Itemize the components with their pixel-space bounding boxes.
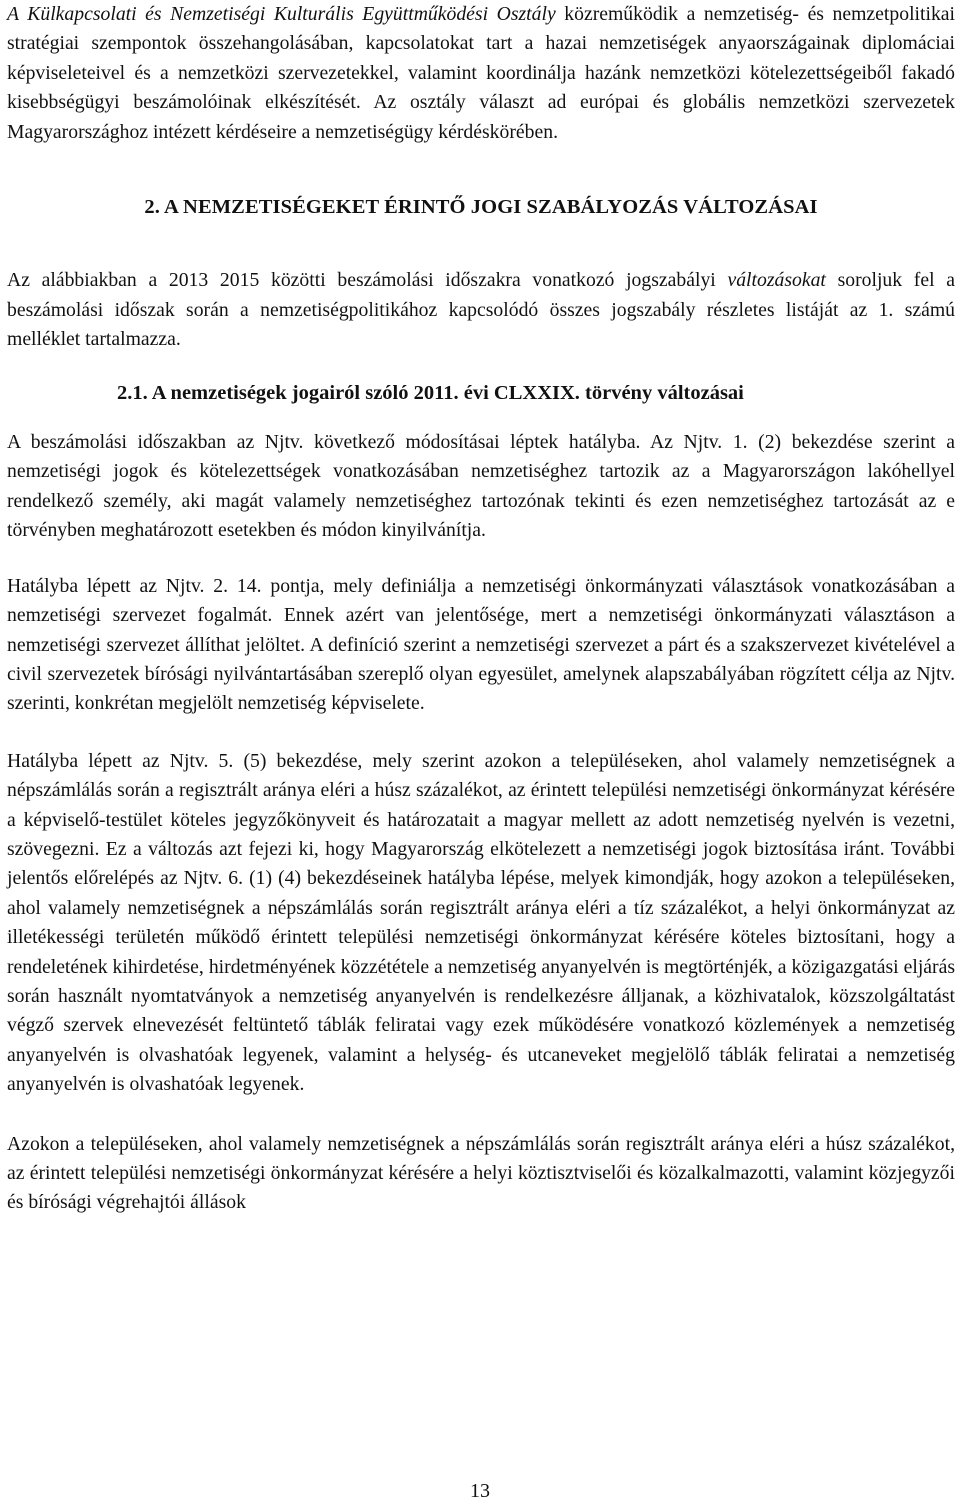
page-number: 13 (470, 1480, 490, 1502)
laws-text-1: Az alábbiakban a 2013 2015 közötti beszámolási időszakra vonatkozó jogszabályi (7, 269, 728, 292)
document-page (7, 0, 955, 1218)
section-heading: 2. A NEMZETISÉGEKET ÉRINTŐ JOGI SZABÁLYOZÁS VÁLTOZÁSAI (144, 196, 818, 219)
body-paragraph: Hatályba lépett az Njtv. 5. (5) bekezdése, mely szerint azokon a településeken, ahol valamely nemzetiségnek a népszámlálás során a regisztrált aránya eléri a húsz százalékot, az érintett települési nemzetiségi önkormányzat kérésére a képviselő-testület köteles jegyzőkönyveit és határozatait a magyar mellett az adott nemzetiség nyelvén is vezetni, szövegezni. Ez a változás azt fejezi ki, hogy Magyarország elkötelezett a nemzetiségi jogok biztosítása iránt. További jelentős előrelépés az Njtv. 6. (1) (4) bekezdéseinek hatályba lépése, melyek kimondják, hogy azokon a településeken, ahol valamely nemzetiségnek a népszámlálás során regisztrált aránya eléri a tíz százalékot, a helyi önkormányzat az illetékességi területén működő érintett települési nemzetiségi önkormányzat kérésére köteles biztosítani, hogy a rendeletének kihirdetése, hirdetményének közzététele a nemzetiség anyanyelvén is megtörténjék, a közigazgatási eljárás során használt nyomtatványok a nemzetiség anyanyelvén is rendelkezésre álljanak, a közhivatalok, közszolgáltatást végző szervek elnevezését feltüntető táblák feliratai vagy ezek működésére vonatkozó közlemények a nemzetiség anyanyelvén is olvashatóak legyenek, valamint a helység- és utcaneveket megjelölő táblák feliratai a nemzetiség anyanyelvén is olvashatóak legyenek. (7, 749, 955, 1096)
subsection-heading: 2.1. A nemzetiségek jogairól szóló 2011. évi CLXXIX. törvény változásai (117, 381, 744, 404)
laws-paragraph (7, 266, 955, 354)
laws-italic-word: változásokat (727, 269, 826, 292)
body-paragraph: Hatályba lépett az Njtv. 2. 14. pontja, mely definiálja a nemzetiségi önkormányzati választások vonatkozásában a nemzetiségi szervezet fogalmát. Ennek azért van jelentősége, mert a nemzetiségi önkormányzati választáson a nemzetiségi szervezet állíthat jelöltet. A definíció szerint a nemzetiségi szervezet a párt és a szakszervezet kivételével a civil szervezetek bírósági nyilvántartásában szereplő olyan egyesület, amelynek alapszabályában rögzített célja az Njtv. szerinti, konkrétan megjelölt nemzetiség képviselete. (7, 574, 955, 715)
intro-paragraph (7, 0, 955, 147)
body-paragraph: A beszámolási időszakban az Njtv. következő módosításai léptek hatályba. Az Njtv. 1. (2) bekezdése szerint a nemzetiségi jogok és kötelezettségek vonatkozásában nemzetiséghez tartozik az a Magyarországon lakóhellyel rendelkező személy, aki magát valamely nemzetiséghez tartozónak tekinti és ezen nemzetiséghez tartozását az e törvényben meghatározott esetekben és módon kinyilvánítja. (7, 431, 955, 542)
laws-text-2: soroljuk fel a beszámolási időszak során a nemzetiségpolitikához kapcsolódó összes jogszabály részletes listáját az 1. számú melléklet tartalmazza. (7, 269, 955, 351)
department-name: A Külkapcsolati és Nemzetiségi Kulturális Együttműködési Osztály (7, 3, 556, 25)
body-paragraph: Azokon a településeken, ahol valamely nemzetiségnek a népszámlálás során regisztrált aránya eléri a húsz százalékot, az érintett települési nemzetiségi önkormányzat kérésére a helyi köztisztviselői és közalkalmazotti, valamint közjegyzői és bírósági végrehajtói állások (7, 1132, 955, 1214)
intro-text: közreműködik a nemzetiség- és nemzetpolitikai stratégiai szempontok összehangolásában, kapcsolatokat tart a hazai nemzetiségek anyaországainak diplomáciai képviseleteivel és a nemzetközi szervezetekkel, valamint koordinálja hazánk nemzetközi kötelezettségeiből fakadó kisebbségügyi beszámolóinak elkészítését. Az osztály választ ad európai és globális nemzetközi szervezetek Magyarországhoz intézett kérdéseire a nemzetiségügy kérdéskörében. (7, 3, 955, 143)
